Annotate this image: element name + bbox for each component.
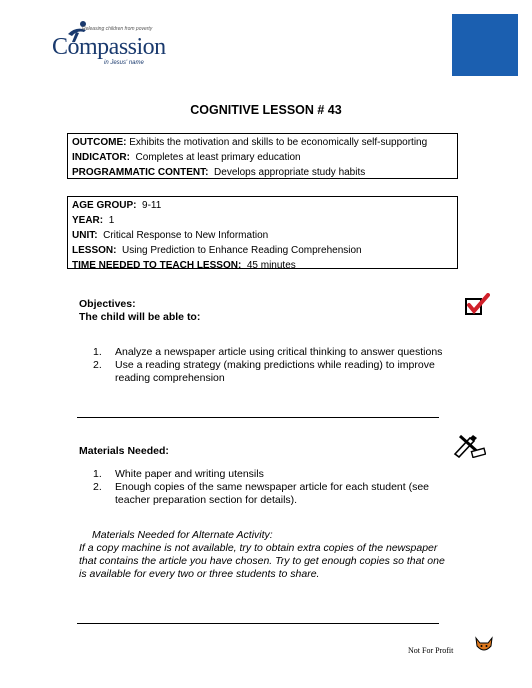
materials-list bbox=[79, 468, 459, 507]
footer-text: Not For Profit bbox=[408, 646, 454, 655]
list-item: 2. Use a reading strategy (making predictions while reading) to improve reading comprehension bbox=[93, 359, 435, 384]
year-row: YEAR: 1 bbox=[72, 215, 115, 226]
lesson-info-box bbox=[67, 196, 458, 269]
time-row: TIME NEEDED TO TEACH LESSON: 45 minutes bbox=[72, 260, 296, 271]
divider bbox=[77, 417, 439, 418]
outcome-row: OUTCOME: Exhibits the motivation and skills to be economically self-supporting bbox=[72, 137, 428, 148]
age-group-row: AGE GROUP: 9-11 bbox=[72, 200, 162, 211]
page-title: COGNITIVE LESSON # 43 bbox=[190, 103, 342, 117]
objectives-heading: Objectives: The child will be able to: bbox=[79, 298, 201, 323]
outcome-box bbox=[67, 133, 458, 179]
objectives-subheading: The child will be able to: bbox=[79, 311, 201, 323]
materials-heading: Materials Needed: bbox=[79, 445, 169, 457]
indicator-row: INDICATOR: Completes at least primary education bbox=[72, 152, 301, 163]
list-item: 1. Analyze a newspaper article using critical thinking to answer questions bbox=[93, 346, 443, 358]
brand-block bbox=[452, 14, 518, 76]
logo-name: Compassion bbox=[52, 34, 166, 60]
checkbox-check-icon bbox=[464, 293, 490, 317]
programmatic-content-row: PROGRAMMATIC CONTENT: Develops appropriate study habits bbox=[72, 167, 366, 178]
compassion-logo bbox=[52, 20, 172, 70]
lesson-row: LESSON: Using Prediction to Enhance Reading Comprehension bbox=[72, 245, 362, 256]
pencil-tools-icon bbox=[452, 432, 486, 458]
list-item: 2. Enough copies of the same newspaper article for each student (see teacher preparation section for details). bbox=[93, 481, 430, 506]
divider bbox=[77, 623, 439, 624]
logo-subline: in Jesus' name bbox=[104, 60, 144, 66]
logo-tagline: Releasing children from poverty bbox=[82, 26, 153, 32]
alternate-materials-heading: Materials Needed for Alternate Activity: bbox=[92, 529, 273, 541]
fox-mascot-icon bbox=[474, 636, 494, 654]
list-item: 1. White paper and writing utensils bbox=[93, 468, 264, 480]
unit-row: UNIT: Critical Response to New Information bbox=[72, 230, 269, 241]
objectives-list bbox=[79, 346, 459, 385]
alternate-materials-text: If a copy machine is not available, try to obtain extra copies of the newspaper that contains the article you have chosen. Try to get enough copies so that one is available for every two or three students to share. bbox=[79, 542, 445, 580]
